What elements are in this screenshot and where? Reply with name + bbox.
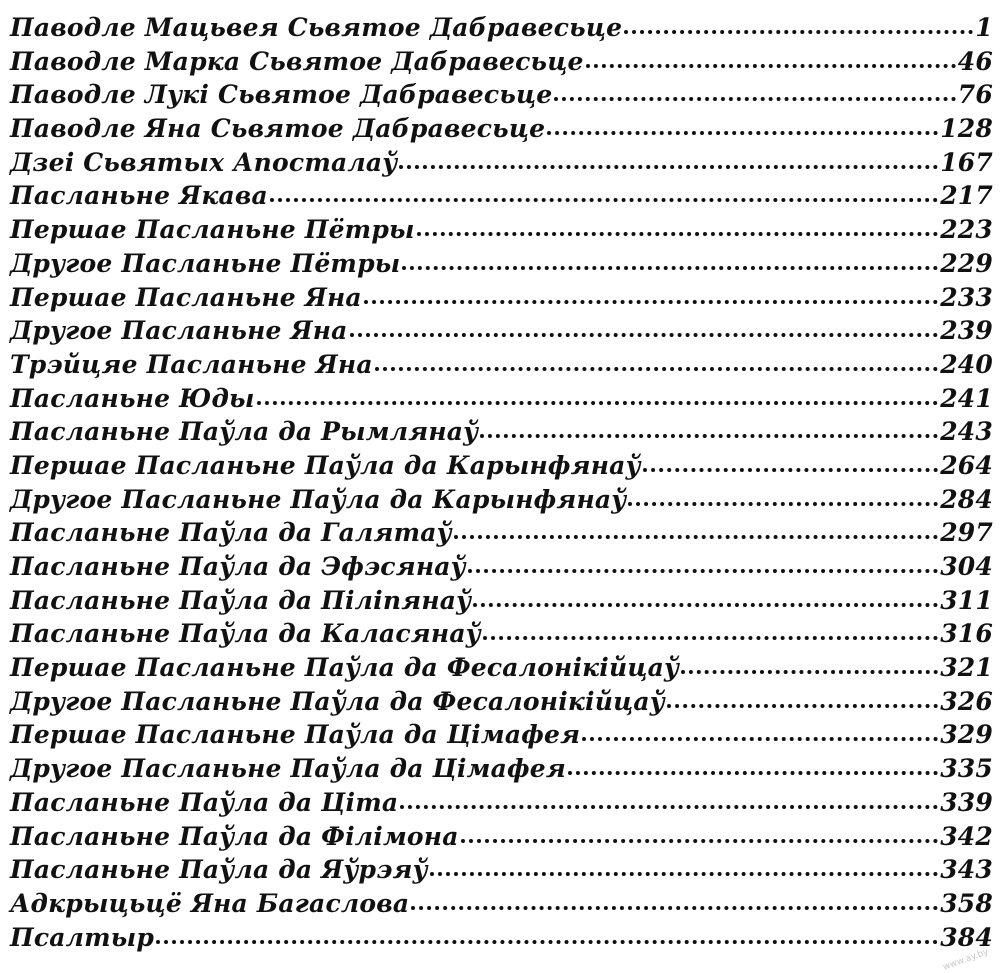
toc-entry-title: Пасланьне Паўла да Рымлянаў (10, 417, 479, 447)
toc-entry-title: Адкрыцьцё Яна Багаслова (10, 888, 410, 918)
toc-entry-title: Псалтыр (10, 922, 155, 952)
toc-entry (10, 213, 993, 247)
dot-leader (417, 228, 939, 236)
toc-entry-title: Пасланьне Паўла да Піліпянаў (10, 585, 472, 615)
toc-entry-title: Паводле Марка Сьвятое Дабравесьце (10, 46, 584, 76)
toc-entry (10, 685, 993, 719)
toc-entry (10, 853, 993, 887)
dot-leader (480, 430, 938, 438)
toc-entry-title: Трэйцяе Пасланьне Яна (10, 349, 373, 379)
toc-entry-page-number: 342 (940, 821, 993, 851)
toc-entry-title: Пасланьне Паўла да Галятаў (10, 518, 452, 548)
dot-leader (568, 767, 938, 775)
toc-entry-page-number: 343 (940, 855, 993, 885)
toc-entry-page-number: 326 (940, 686, 993, 716)
toc-entry (10, 584, 993, 618)
dot-leader (156, 936, 938, 944)
toc-entry (10, 348, 993, 382)
toc-entry (10, 281, 993, 315)
toc-entry-page-number: 316 (940, 619, 993, 649)
toc-entry-page-number: 284 (940, 484, 993, 514)
toc-entry-page-number: 297 (940, 518, 993, 548)
dot-leader (270, 194, 938, 202)
toc-entry-page-number: 239 (940, 316, 993, 346)
dot-leader (375, 363, 938, 371)
toc-entry-page-number: 217 (940, 181, 993, 211)
toc-entry-title: Пасланьне Юды (10, 383, 255, 413)
toc-entry (10, 415, 993, 449)
toc-entry (10, 786, 993, 820)
toc-entry-title: Першае Пасланьне Пётры (10, 215, 415, 245)
dot-leader (681, 666, 938, 674)
toc-entry (10, 11, 993, 45)
toc-entry-page-number: 311 (940, 585, 993, 615)
dot-leader (399, 161, 938, 169)
toc-entry-page-number: 335 (940, 754, 993, 784)
table-of-contents (10, 11, 993, 954)
dot-leader (411, 902, 938, 910)
toc-entry-page-number: 167 (940, 147, 993, 177)
toc-entry (10, 45, 993, 79)
toc-entry-title: Паводле Мацьвея Сьвятое Дабравесьце (10, 13, 623, 42)
dot-leader (257, 397, 939, 405)
dot-leader (643, 464, 938, 472)
toc-entry-page-number: 243 (940, 417, 993, 447)
dot-leader (582, 733, 938, 741)
dot-leader (430, 868, 938, 876)
watermark: www.ay.by (942, 947, 991, 973)
toc-entry-title: Першае Пасланьне Паўла да Цімафея (10, 720, 581, 750)
toc-entry (10, 449, 993, 483)
dot-leader (547, 127, 938, 135)
toc-entry-page-number: 229 (940, 248, 993, 278)
toc-entry-title: Дзеі Сьвятых Апосталаў (10, 147, 398, 177)
toc-entry-title: Другое Пасланьне Пётры (10, 248, 401, 278)
dot-leader (624, 26, 973, 34)
dot-leader (461, 835, 939, 843)
toc-entry (10, 247, 993, 281)
toc-entry (10, 550, 993, 584)
toc-entry (10, 617, 993, 651)
toc-entry (10, 718, 993, 752)
toc-entry-title: Паводле Яна Сьвятое Дабравесьце (10, 114, 546, 144)
dot-leader (454, 531, 938, 539)
toc-entry-page-number: 304 (940, 552, 993, 581)
dot-leader (586, 60, 956, 68)
dot-leader (364, 296, 938, 304)
dot-leader (473, 599, 938, 607)
dot-leader (554, 93, 955, 101)
toc-entry-page-number: 240 (940, 349, 993, 379)
toc-entry-title: Другое Пасланьне Паўла да Карынфянаў (10, 484, 627, 514)
toc-entry-title: Пасланьне Паўла да Ціта (10, 787, 399, 817)
toc-entry (10, 887, 993, 921)
toc-entry-title: Першае Пасланьне Паўла да Фесалонікійцаў (10, 653, 680, 683)
dot-leader (667, 700, 938, 708)
toc-entry-title: Другое Пасланьне Паўла да Фесалонікійцаў (10, 686, 665, 716)
toc-entry (10, 314, 993, 348)
toc-entry-page-number: 46 (957, 46, 993, 76)
toc-entry-page-number: 329 (940, 720, 993, 750)
toc-entry-page-number: 241 (940, 383, 993, 413)
toc-entry-title: Пасланьне Якава (10, 181, 268, 211)
toc-entry-page-number: 339 (940, 787, 993, 817)
dot-leader (402, 262, 938, 270)
dot-leader (350, 329, 939, 337)
toc-entry (10, 651, 993, 685)
dot-leader (628, 498, 938, 506)
toc-entry-page-number: 264 (940, 450, 993, 480)
toc-entry (10, 752, 993, 786)
toc-entry-page-number: 128 (940, 114, 993, 144)
toc-entry (10, 78, 993, 112)
toc-entry-title: Пасланьне Паўла да Каласянаў (10, 619, 481, 649)
toc-entry-title: Пасланьне Паўла да Філімона (10, 821, 459, 851)
toc-entry-title: Першае Пасланьне Яна (10, 282, 362, 312)
toc-entry-page-number: 233 (940, 282, 993, 312)
toc-entry (10, 382, 993, 416)
toc-entry-page-number: 1 (975, 13, 993, 42)
toc-entry (10, 112, 993, 146)
dot-leader (483, 632, 938, 640)
toc-entry-title: Пасланьне Паўла да Яўрэяў (10, 855, 428, 885)
toc-entry-page-number: 384 (940, 922, 993, 952)
toc-entry-page-number: 76 (957, 80, 993, 110)
dot-leader (468, 565, 938, 573)
toc-entry-title: Другое Пасланьне Паўла да Цімафея (10, 754, 566, 784)
toc-entry (10, 921, 993, 955)
toc-entry (10, 146, 993, 180)
toc-entry (10, 483, 993, 517)
toc-entry-title: Паводле Лукі Сьвятое Дабравесьце (10, 80, 553, 110)
toc-entry (10, 820, 993, 854)
toc-entry-title: Другое Пасланьне Яна (10, 316, 348, 346)
dot-leader (400, 801, 938, 809)
toc-entry-page-number: 358 (940, 888, 993, 918)
toc-entry-title: Першае Пасланьне Паўла да Карынфянаў (10, 450, 641, 480)
toc-entry (10, 516, 993, 550)
toc-entry-page-number: 223 (940, 215, 993, 245)
toc-entry-title: Пасланьне Паўла да Эфэсянаў (10, 552, 466, 581)
toc-entry (10, 179, 993, 213)
toc-entry-page-number: 321 (940, 653, 993, 683)
